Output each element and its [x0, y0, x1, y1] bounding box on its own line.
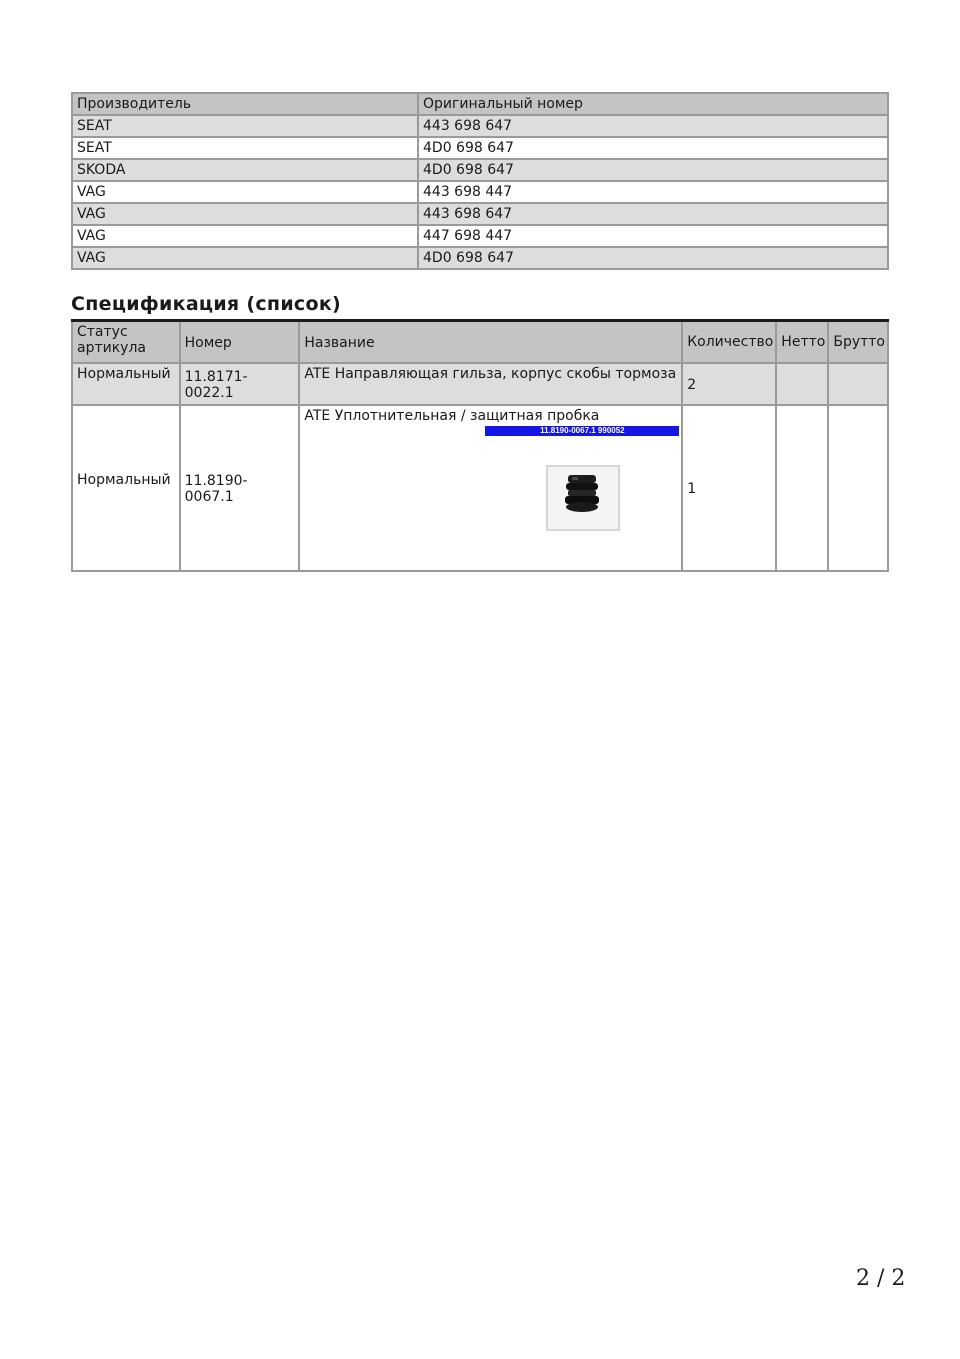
original-number-cell: 443 698 647 — [418, 115, 888, 137]
header-number: Номер — [180, 321, 300, 364]
image-banner: 11.8190-0067.1 990052 — [485, 426, 679, 436]
name-cell — [299, 405, 682, 571]
product-photo-frame — [546, 465, 620, 531]
product-image — [304, 424, 679, 550]
table-row — [72, 203, 888, 225]
header-quantity: Количество — [682, 321, 776, 364]
table-row — [72, 115, 888, 137]
name-cell: ATE Направляющая гильза, корпус скобы тормоза — [299, 363, 682, 405]
net-cell — [776, 405, 828, 571]
table-row — [72, 159, 888, 181]
gross-cell — [828, 405, 888, 571]
table-row — [72, 137, 888, 159]
header-manufacturer: Производитель — [72, 93, 418, 115]
header-name: Название — [299, 321, 682, 364]
quantity-cell: 2 — [682, 363, 776, 405]
gross-cell — [828, 363, 888, 405]
header-gross: Брутто — [828, 321, 888, 364]
manufacturer-cell: SEAT — [72, 115, 418, 137]
net-cell — [776, 363, 828, 405]
manufacturer-cell: VAG — [72, 203, 418, 225]
page-number: 2 / 2 — [856, 1266, 906, 1291]
table-row — [72, 247, 888, 269]
status-cell: Нормальный — [72, 363, 180, 405]
original-number-cell: 443 698 647 — [418, 203, 888, 225]
manufacturer-cell: SEAT — [72, 137, 418, 159]
header-status: Статус артикула — [72, 321, 180, 364]
table-row — [72, 225, 888, 247]
original-number-cell: 447 698 447 — [418, 225, 888, 247]
number-cell: 11.8190-0067.1 — [180, 405, 300, 571]
status-cell: Нормальный — [72, 405, 180, 571]
table-row — [72, 181, 888, 203]
rubber-plug-icon — [562, 473, 602, 517]
original-number-cell: 4D0 698 647 — [418, 137, 888, 159]
specification-table — [71, 319, 889, 572]
table-header-row — [72, 93, 888, 115]
manufacturer-cell: SKODA — [72, 159, 418, 181]
original-number-cell: 443 698 447 — [418, 181, 888, 203]
oem-numbers-table — [71, 92, 889, 270]
manufacturer-cell: VAG — [72, 247, 418, 269]
header-net: Нетто — [776, 321, 828, 364]
table-row — [72, 405, 888, 571]
original-number-cell: 4D0 698 647 — [418, 247, 888, 269]
header-original-number: Оригинальный номер — [418, 93, 888, 115]
spec-section-title: Спецификация (список) — [71, 293, 342, 315]
product-name: ATE Уплотнительная / защитная пробка — [304, 408, 600, 424]
number-cell: 11.8171-0022.1 — [180, 363, 300, 405]
table-row — [72, 363, 888, 405]
manufacturer-cell: VAG — [72, 225, 418, 247]
quantity-cell: 1 — [682, 405, 776, 571]
table-header-row — [72, 321, 888, 364]
manufacturer-cell: VAG — [72, 181, 418, 203]
original-number-cell: 4D0 698 647 — [418, 159, 888, 181]
